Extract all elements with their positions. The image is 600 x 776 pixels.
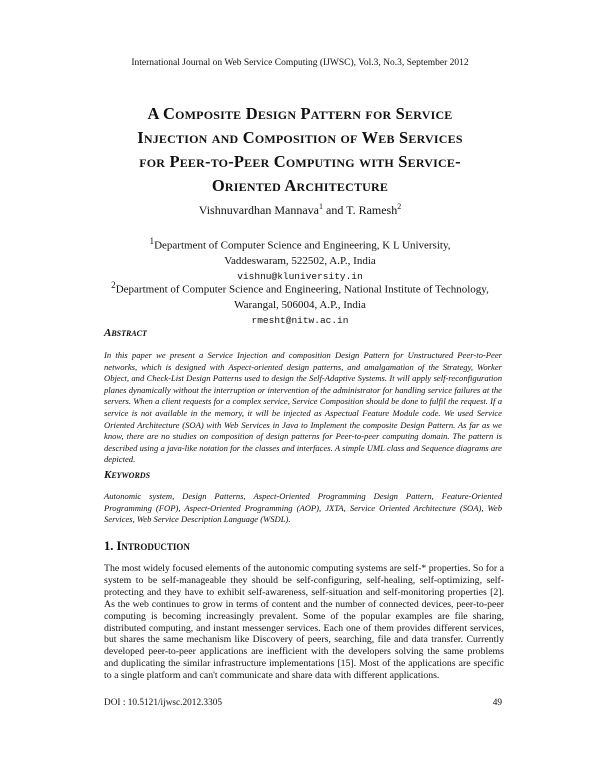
introduction-text: The most widely focused elements of the autonomic computing systems are self-* properties. So for a system to be self-manageable they should be self-configuring, self-healing, self-optimizing, self-protecting and they have to exhibit self-awareness, self-situation and self-monitoring properties [2]. As the web continues to grow in terms of content and the number of connected devices, peer-to-peer computing is becoming increasingly prevalent. Some of the popular examples are file sharing, distributed computing, and instant messenger services. Each one of them provides different services, but shares the same mechanism like Discovery of peers, searching, file and data transfer. Currently developed peer-to-peer applications are inefficient with the developers solving the same problems and duplicating the similar infrastructure implementations [15]. Most of the applications are specific to a single platform and can't communicate and share data with different applications. [104,563,504,682]
author-email[interactable]: rmesht@nitw.ac.in [251,314,349,326]
journal-header: International Journal on Web Service Computing (IJWSC), Vol.3, No.3, September 2012 [131,58,469,68]
author-name: T. Ramesh [346,203,398,217]
affiliation-text: Department of Computer Science and Engineering, National Institute of Technology, [115,283,489,296]
title-line: A Composite Design Pattern for Service [147,104,453,123]
author-name: Vishnuvardhan Mannava [198,203,320,217]
affiliation-mark: 1 [149,236,155,246]
page-number: 49 [492,698,502,708]
title-line: Oriented Architecture [211,176,389,195]
title-line: Injection and Composition of Web Services [137,128,463,147]
doi-label[interactable]: DOI : 10.5121/ijwsc.2012.3305 [104,698,223,708]
affiliation-address: Vaddeswaram, 522502, A.P., India [224,254,376,267]
author-email[interactable]: vishnu@kluniversity.in [237,270,363,282]
affiliation-address: Warangal, 506004, A.P., India [234,298,366,311]
keywords-heading: Keywords [104,469,151,481]
page-footer [104,698,502,708]
author-list [0,202,600,218]
title-line: for Peer-to-Peer Computing with Service- [139,152,461,171]
keywords-text: Autonomic system, Design Patterns, Aspect-Oriented Programming Design Pattern, Feature-Oriented Programming (FOP), Aspect-Oriented Programming (AOP), JXTA, Service Oriented Architecture (SOA), Web Services, Web Service Description Language (WSDL). [104,491,502,525]
author-affiliation-mark: 2 [397,202,402,211]
author-affiliation-mark: 1 [319,202,324,211]
paper-title [80,102,520,198]
author-separator: and [323,203,347,217]
affiliation-block [80,278,520,328]
abstract-text: In this paper we present a Service Injection and composition Design Pattern for Unstructured Peer-to-Peer networks, which is designed with Aspect-oriented design patterns, and amalgamation of the Strategy, Worker Object, and Check-List Design Patterns used to design the Self-Adaptive Systems. It will apply self-reconfiguration planes dynamically without the interruption or intervention of the administrator for handling service failures at the servers. When a client requests for a complex service, Service Composition should be done to fulfil the request. If a service is not available in the memory, it will be injected as Aspectual Feature Module code. We used Service Oriented Architecture (SOA) with Web Services in Java to Implement the composite Design Pattern. As far as we know, there are no studies on composition of design patterns for Peer-to-peer computing domain. The pattern is described using a java-like notation for the classes and interfaces. A simple UML class and Sequence diagrams are depicted. [104,350,502,465]
affiliation-line [100,234,500,254]
affiliation-block [100,234,500,284]
section-heading-introduction: 1. Introduction [104,539,190,553]
affiliation-text: Department of Computer Science and Engineering, K L University, [154,239,451,252]
affiliation-line [80,278,520,298]
abstract-heading: Abstract [104,327,147,339]
affiliation-mark: 2 [111,280,116,290]
